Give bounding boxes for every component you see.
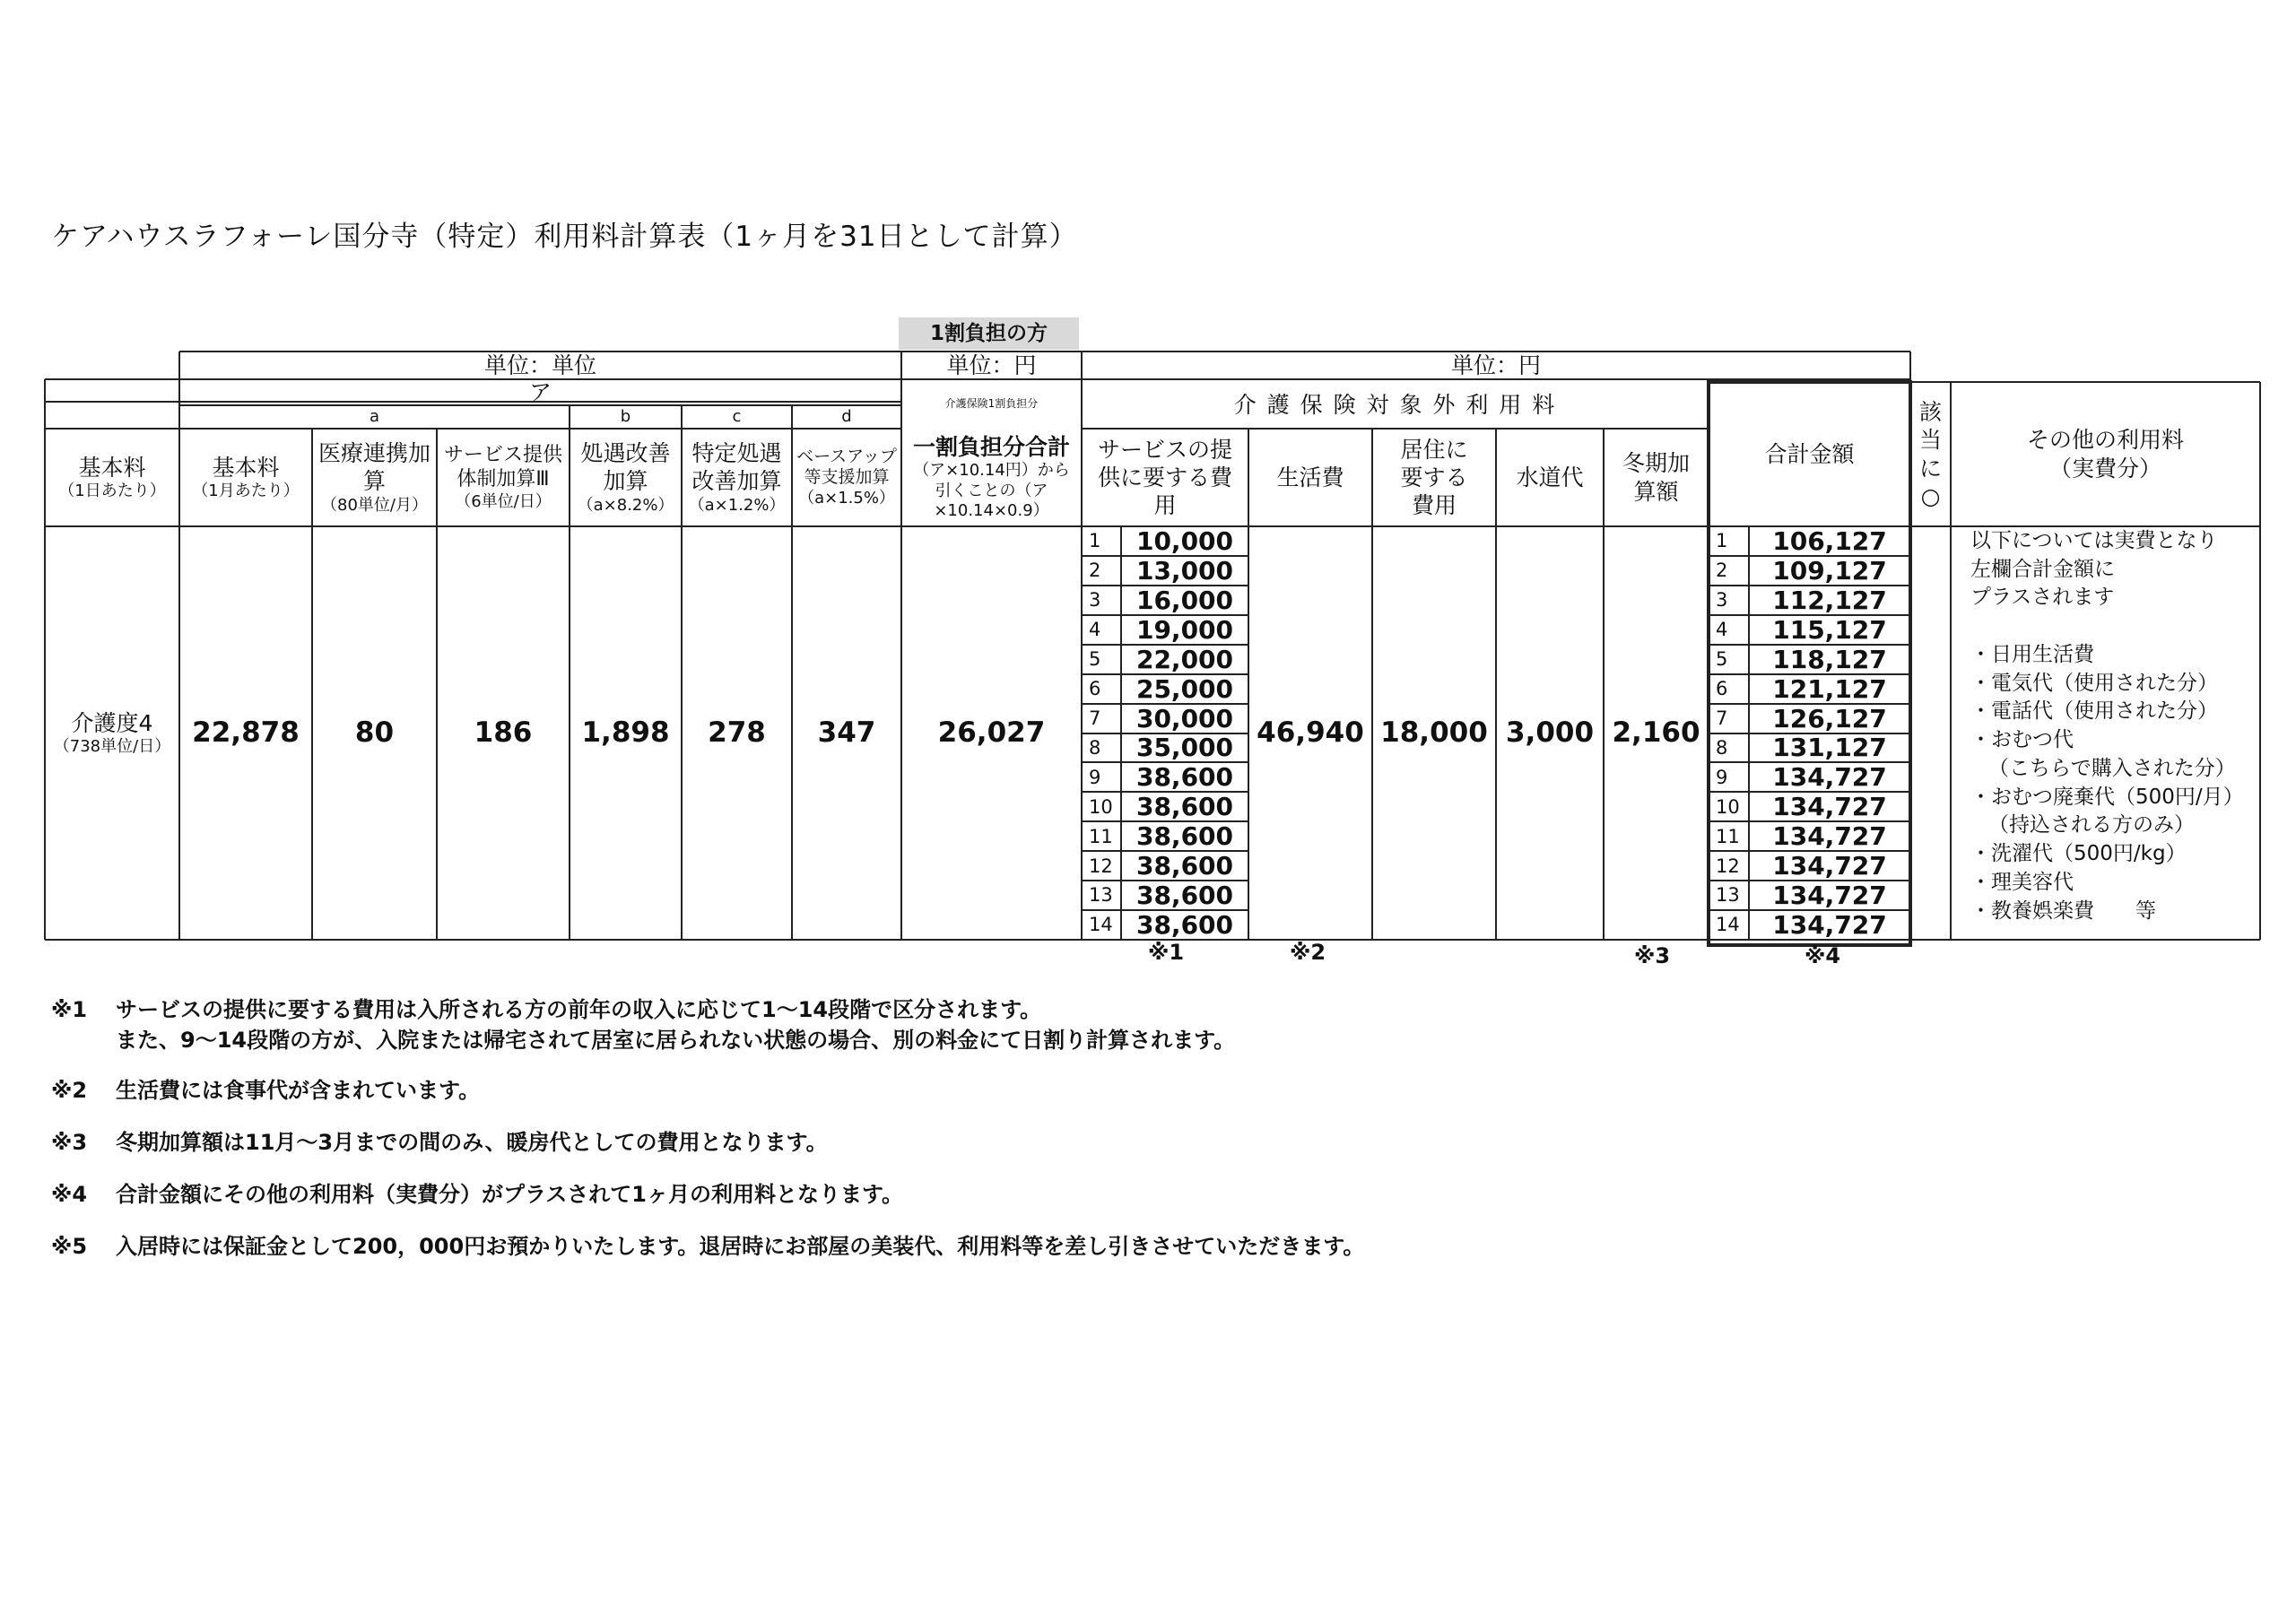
service-level-value: 38,600 (1135, 762, 1234, 793)
total-index: 7 (1716, 707, 1728, 729)
service-level-index: 11 (1089, 825, 1113, 847)
footnote-text: サービスの提供に要する費用は入所される方の前年の収入に応じて1～14段階で区分されます。 (116, 997, 1042, 1022)
total-value: 118,127 (1772, 644, 1887, 674)
value-seikatsu: 46,940 (1257, 716, 1364, 750)
total-value: 109,127 (1772, 555, 1887, 586)
service-level-value: 38,600 (1135, 881, 1234, 911)
value-iryo: 80 (354, 716, 395, 750)
header-service-taisei-label: サービス提供体制加算Ⅲ (443, 443, 562, 491)
other-charge-line: ・電気代（使用された分） (1970, 671, 2218, 695)
header-kihon-month (179, 429, 312, 526)
service-level-value: 22,000 (1135, 644, 1234, 674)
total-value: 106,127 (1772, 525, 1887, 556)
group-b: b (620, 406, 631, 426)
header-tokutei-label: 特定処遇改善加算 (691, 440, 782, 495)
service-level-value: 38,600 (1135, 851, 1234, 881)
other-charge-line: 左欄合計金額に (1970, 557, 2115, 581)
service-level-value: 16,000 (1135, 585, 1234, 615)
service-level-value: 10,000 (1135, 525, 1234, 556)
total-index: 10 (1716, 795, 1740, 818)
footnote-mark: ※1 (51, 997, 88, 1022)
unit-yen-label-2: 単位：円 (1450, 352, 1541, 378)
header-iryo (312, 429, 437, 526)
header-kihon-day (45, 429, 179, 526)
service-level-value: 35,000 (1135, 733, 1234, 763)
other-charge-line: （こちらで購入された分） (1988, 756, 2236, 780)
header-ichiwari (901, 429, 1082, 526)
group-d: d (841, 406, 852, 426)
other-charge-line: 以下については実費となり (1970, 529, 2218, 552)
header-kihon-month-sub: （1月あたり） (192, 481, 300, 500)
other-charge-line: ・教養娯楽費 等 (1970, 898, 2156, 923)
header-total: 合計金額 (1764, 440, 1855, 467)
unit-tani-label: 単位：単位 (483, 352, 596, 378)
total-index: 14 (1716, 914, 1740, 936)
footnote-text: 合計金額にその他の利用料（実費分）がプラスされて1ヶ月の利用料となります。 (116, 1182, 904, 1207)
header-other-label: その他の利用料 (2026, 427, 2184, 454)
header-service-taisei (437, 429, 570, 526)
service-level-index: 10 (1089, 795, 1113, 818)
total-value: 121,127 (1772, 673, 1887, 704)
page-title: ケアハウスラフォーレ国分寺（特定）利用料計算表（1ヶ月を31日として計算） (51, 221, 1078, 253)
header-baseup-label: ベースアップ等支援加算 (796, 446, 897, 488)
header-kyoju: 居住に要する費用 (1400, 436, 1468, 519)
total-value: 134,727 (1772, 792, 1887, 822)
header-shogu (570, 429, 682, 526)
total-value: 126,127 (1772, 703, 1887, 733)
service-level-index: 8 (1089, 736, 1101, 759)
header-service-cost: サービスの提供に要する費用 (1097, 436, 1232, 519)
group-a-kana: ア (528, 378, 552, 405)
value-tokutei: 278 (708, 716, 766, 750)
service-level-value: 38,600 (1135, 821, 1234, 852)
footnote-text-2: また、9～14段階の方が、入院または帰宅されて居室に居られない状態の場合、別の料金にて日割り計算されます。 (116, 1027, 1236, 1053)
row-label-main: 介護度4 (71, 709, 153, 736)
mark-3: ※3 (1634, 943, 1671, 968)
service-level-index: 7 (1089, 707, 1101, 729)
header-seikatsu: 生活費 (1276, 464, 1344, 490)
total-value: 134,727 (1772, 851, 1887, 881)
footnote-text: 入居時には保証金として200，000円お預かりいたします。退居時にお部屋の美装代、利用料等を差し引きさせていただきます。 (116, 1234, 1365, 1259)
total-index: 9 (1716, 766, 1728, 788)
service-level-index: 2 (1089, 560, 1101, 582)
header-ichiwari-sub: （ア×10.14円）から引くことの（ア×10.14×0.9） (913, 461, 1070, 521)
total-value: 134,727 (1772, 910, 1887, 941)
burden-band-label: 1割負担の方 (899, 317, 1079, 350)
unit-yen-label-1: 単位：円 (946, 352, 1037, 378)
service-level-value: 13,000 (1135, 555, 1234, 586)
header-toki: 冬期加算額 (1622, 450, 1690, 505)
total-index: 5 (1716, 648, 1728, 671)
service-level-value: 19,000 (1135, 614, 1234, 645)
mark-2: ※2 (1290, 940, 1326, 965)
hoken-gai-label: 介 護 保 険 対 象 外 利 用 料 (1233, 392, 1557, 419)
header-baseup-sub: （a×1.5%） (798, 489, 895, 508)
header-baseup (792, 429, 901, 526)
kaigo-note: 介護保険1割負担分 (944, 397, 1039, 410)
group-c: c (732, 406, 742, 426)
header-tokutei-sub: （a×1.2%） (688, 495, 786, 515)
header-other (1951, 382, 2260, 526)
footnote-mark: ※2 (51, 1078, 88, 1103)
other-charge-line: ・おむつ廃棄代（500円/月） (1970, 785, 2244, 809)
service-level-index: 9 (1089, 766, 1101, 788)
total-index: 12 (1716, 855, 1740, 877)
service-level-value: 30,000 (1135, 703, 1234, 733)
footnote-text: 冬期加算額は11月～3月までの間のみ、暖房代としての費用となります。 (116, 1130, 828, 1155)
value-ichiwari: 26,027 (937, 716, 1046, 750)
other-charge-line: ・日用生活費 (1970, 642, 2094, 666)
service-level-index: 5 (1089, 648, 1101, 671)
total-index: 1 (1716, 530, 1728, 552)
header-iryo-sub: （80単位/月） (321, 495, 428, 515)
header-kihon-day-label: 基本料 (78, 454, 146, 481)
service-level-value: 38,600 (1135, 792, 1234, 822)
footnote-mark: ※3 (51, 1130, 88, 1155)
other-charge-line: ・電話代（使用された分） (1970, 699, 2218, 724)
service-level-index: 4 (1089, 619, 1101, 641)
header-kihon-day-sub: （1日あたり） (58, 481, 166, 500)
header-kihon-month-label: 基本料 (212, 454, 280, 481)
total-index: 6 (1716, 677, 1728, 699)
footnote-text: 生活費には食事代が含まれています。 (116, 1078, 481, 1103)
total-index: 8 (1716, 736, 1728, 759)
row-label (45, 526, 179, 940)
value-kyoju: 18,000 (1380, 716, 1488, 750)
header-gaito: 該当に○ (1918, 399, 1942, 509)
header-ichiwari-label: 一割負担分合計 (912, 434, 1070, 461)
mark-4: ※4 (1805, 943, 1841, 968)
value-kihon-month: 22,878 (192, 716, 300, 750)
total-value: 134,727 (1772, 762, 1887, 793)
row-label-sub: （738単位/日） (53, 736, 171, 756)
service-level-index: 14 (1089, 914, 1113, 936)
total-index: 11 (1716, 825, 1740, 847)
header-shogu-label: 処遇改善加算 (580, 440, 671, 495)
total-value: 131,127 (1772, 733, 1887, 763)
total-value: 134,727 (1772, 881, 1887, 911)
footnote-mark: ※4 (51, 1182, 88, 1207)
other-charge-line: ・理美容代 (1970, 870, 2074, 894)
header-tokutei (682, 429, 792, 526)
header-shogu-sub: （a×8.2%） (577, 495, 674, 515)
header-service-taisei-sub: （6単位/日） (455, 491, 552, 511)
total-index: 2 (1716, 560, 1728, 582)
footnote (51, 1076, 480, 1107)
header-suido: 水道代 (1516, 464, 1584, 490)
footnote (51, 1180, 903, 1211)
total-index: 4 (1716, 619, 1728, 641)
other-charge-line: ・おむつ代 (1970, 728, 2074, 752)
other-charge-line: プラスされます (1970, 586, 2115, 610)
total-index: 3 (1716, 589, 1728, 612)
total-index: 13 (1716, 884, 1740, 907)
service-level-value: 25,000 (1135, 673, 1234, 704)
value-toki: 2,160 (1612, 716, 1700, 750)
service-level-index: 6 (1089, 677, 1101, 699)
footnote (51, 995, 1235, 1055)
value-shogu: 1,898 (581, 716, 670, 750)
header-iryo-label: 医療連携加算 (317, 440, 430, 495)
footnote-mark: ※5 (51, 1234, 88, 1259)
service-level-index: 1 (1089, 530, 1101, 552)
value-service-taisei: 186 (474, 716, 533, 750)
total-value: 112,127 (1772, 585, 1887, 615)
service-level-index: 13 (1089, 884, 1113, 907)
header-other-sub: （実費分） (2048, 455, 2161, 482)
other-charge-line: ・洗濯代（500円/kg） (1970, 842, 2187, 866)
total-value: 115,127 (1772, 614, 1887, 645)
service-level-index: 12 (1089, 855, 1113, 877)
mark-1: ※1 (1148, 940, 1185, 965)
value-baseup: 347 (817, 716, 876, 750)
footnote (51, 1232, 1364, 1263)
total-value: 134,727 (1772, 821, 1887, 852)
other-charges-text (1970, 527, 2266, 925)
other-charge-line: （持込される方のみ） (1988, 813, 2195, 838)
group-a: a (369, 406, 380, 426)
value-suido: 3,000 (1505, 716, 1595, 750)
other-charge-line (1970, 612, 2266, 641)
service-level-value: 38,600 (1135, 910, 1234, 941)
footnote (51, 1128, 828, 1159)
service-level-index: 3 (1089, 589, 1101, 612)
